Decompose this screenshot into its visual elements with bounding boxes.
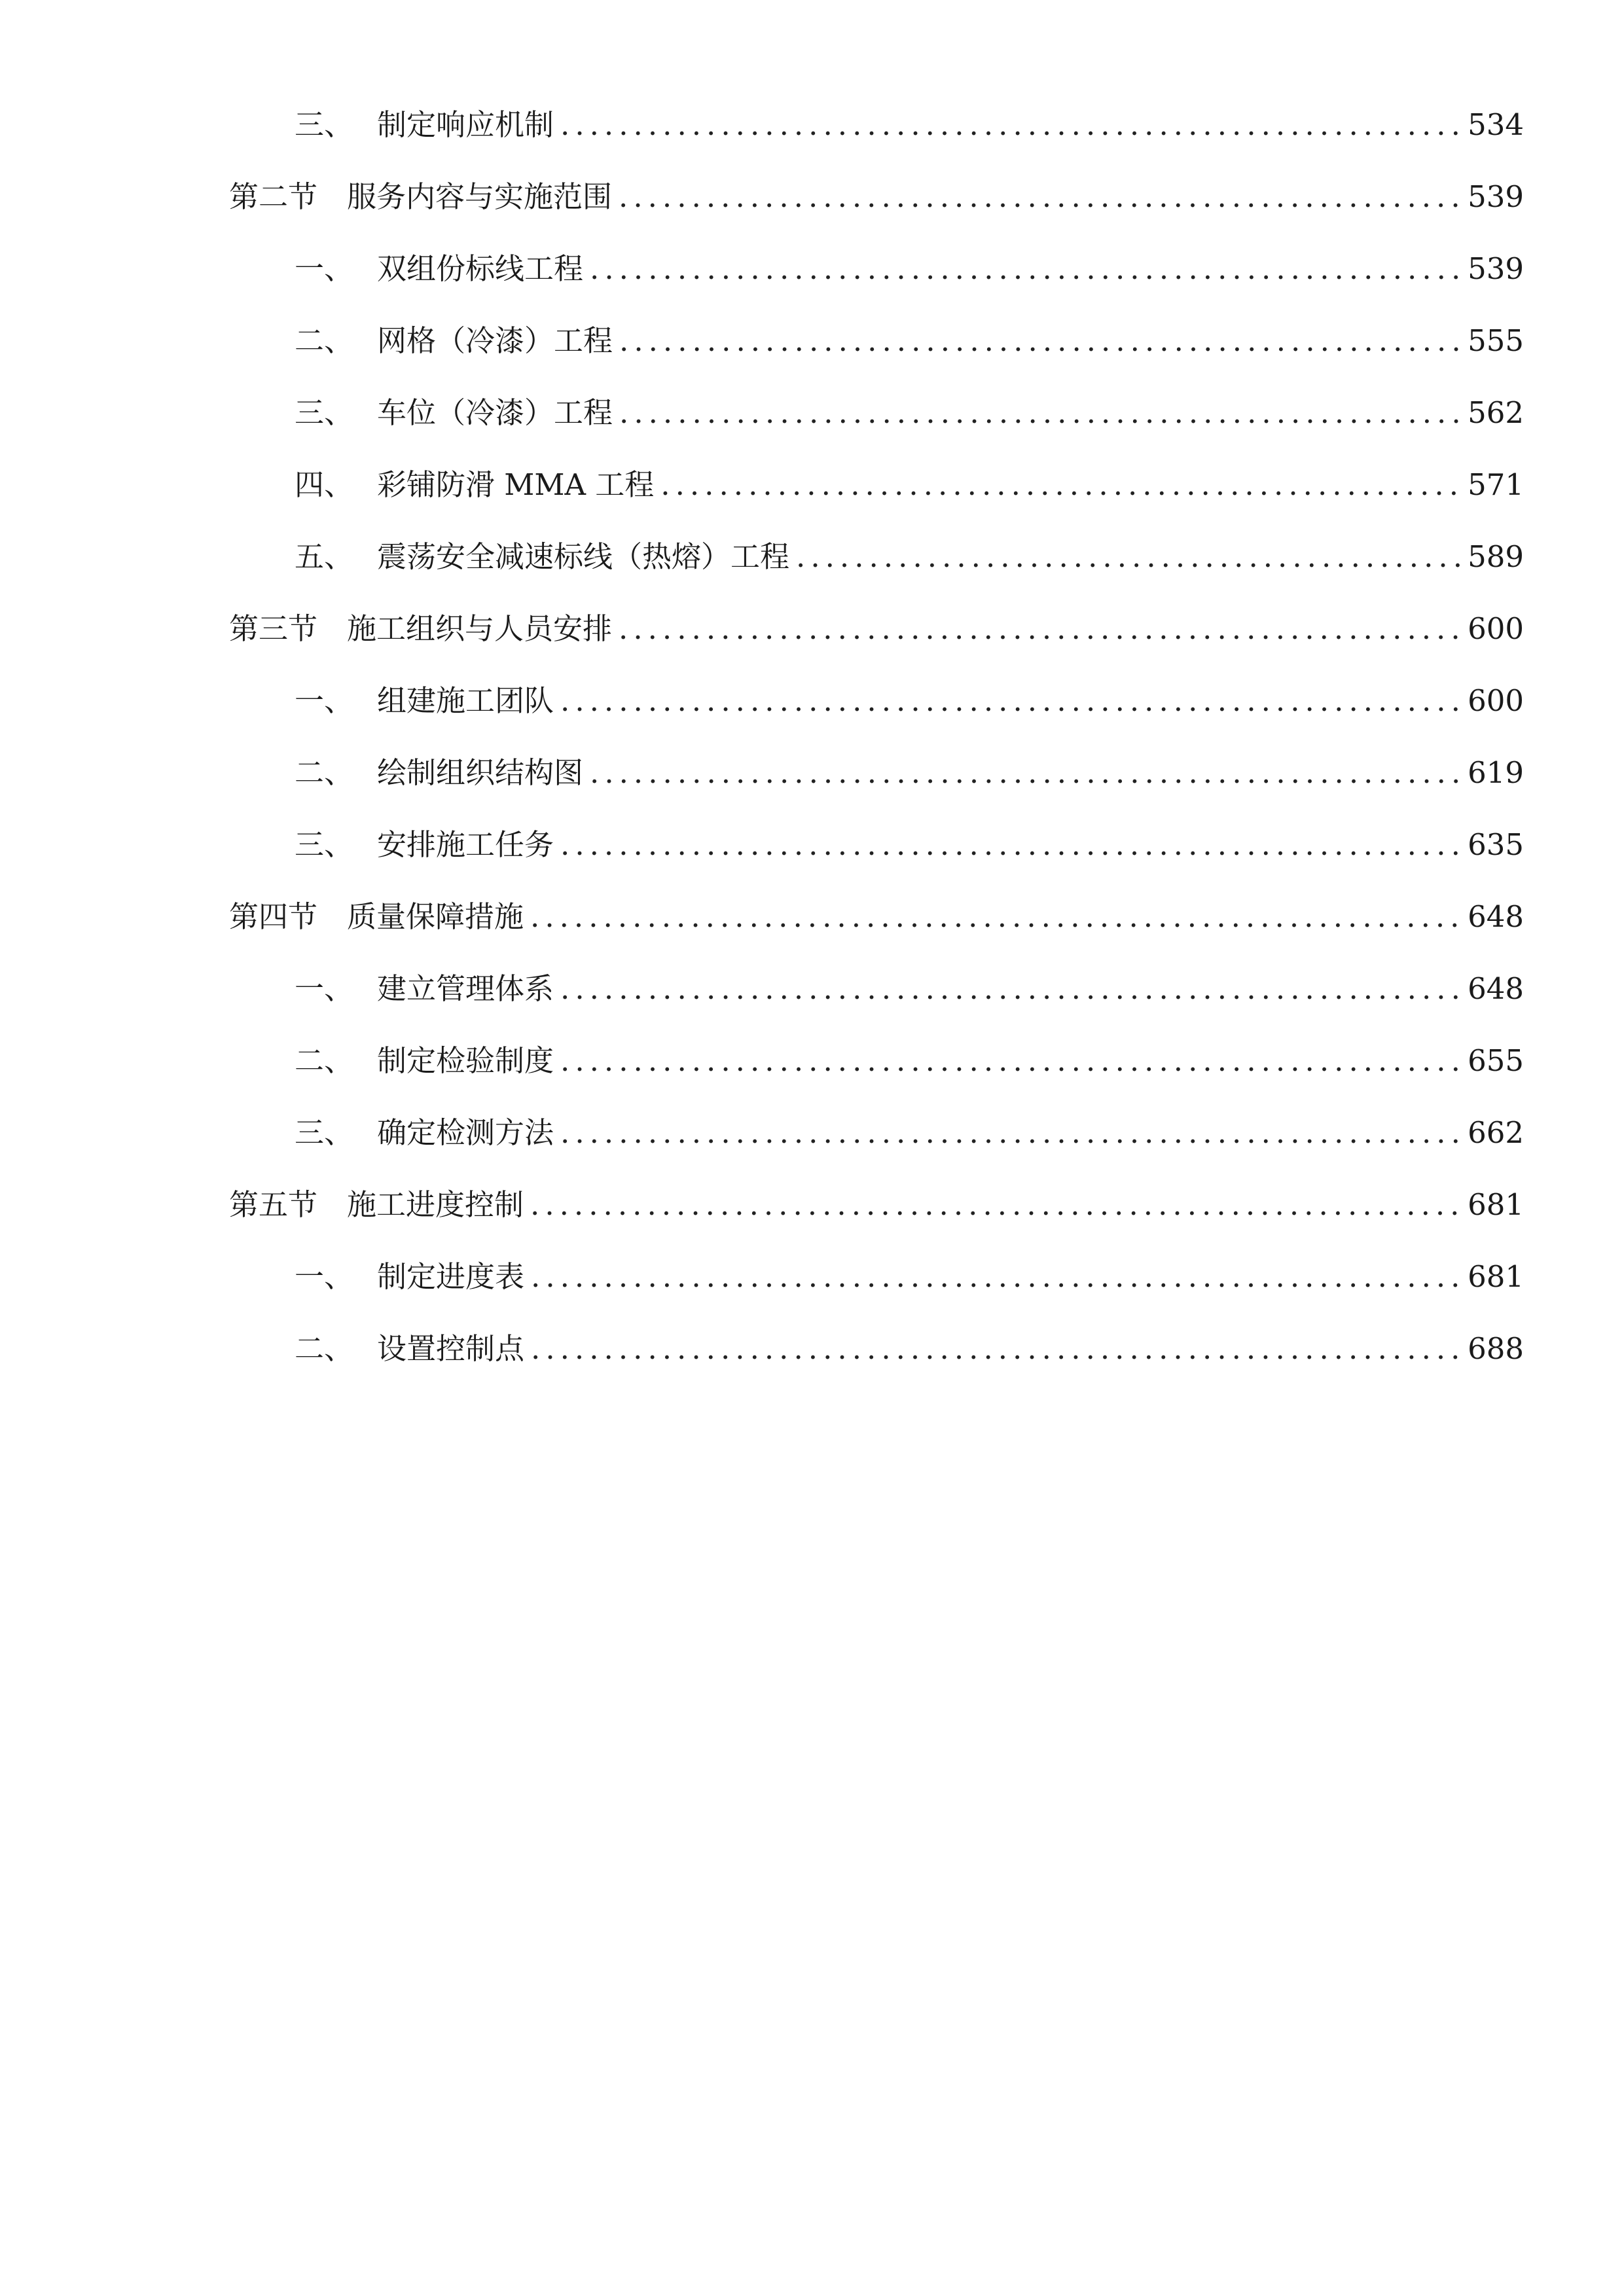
toc-marker: 一、	[295, 1259, 354, 1294]
toc-marker: 三、	[295, 395, 354, 430]
toc-title: 安排施工任务	[377, 827, 554, 862]
toc-page-number: 662	[1468, 1115, 1524, 1150]
toc-title: 绘制组织结构图	[377, 755, 584, 790]
toc-marker: 第三节	[229, 611, 318, 646]
toc-marker: 第四节	[229, 899, 318, 934]
toc-title: 车位（冷漆）工程	[377, 395, 613, 430]
toc-title: 双组份标线工程	[377, 251, 584, 286]
toc-marker: 一、	[295, 251, 354, 286]
dot-leader	[560, 809, 1460, 881]
toc-entry[interactable]	[229, 89, 1524, 161]
toc-page-number: 648	[1468, 971, 1524, 1006]
dot-leader	[619, 593, 1460, 665]
table-of-contents	[229, 89, 1524, 1385]
toc-entry[interactable]	[229, 377, 1524, 449]
dot-leader	[560, 89, 1460, 161]
toc-marker: 三、	[295, 107, 354, 142]
dot-leader	[619, 161, 1460, 233]
toc-marker: 三、	[295, 827, 354, 862]
toc-title: 施工组织与人员安排	[347, 611, 613, 646]
toc-page-number: 534	[1468, 107, 1524, 142]
toc-entry[interactable]	[229, 1241, 1524, 1313]
dot-leader	[531, 1241, 1460, 1313]
toc-entry[interactable]	[229, 737, 1524, 809]
toc-marker: 三、	[295, 1115, 354, 1150]
toc-page-number: 562	[1468, 395, 1524, 430]
toc-entry[interactable]	[229, 665, 1524, 737]
toc-marker: 二、	[295, 323, 354, 358]
toc-title: 建立管理体系	[377, 971, 554, 1006]
toc-entry[interactable]	[229, 593, 1524, 665]
toc-page-number: 655	[1468, 1043, 1524, 1078]
toc-page-number: 600	[1468, 611, 1524, 646]
dot-leader	[560, 1097, 1460, 1169]
toc-marker: 二、	[295, 1043, 354, 1078]
toc-page-number: 635	[1468, 827, 1524, 862]
toc-entry[interactable]	[229, 305, 1524, 377]
toc-page-number: 555	[1468, 323, 1524, 358]
toc-entry[interactable]	[229, 1097, 1524, 1169]
toc-entry[interactable]	[229, 1313, 1524, 1385]
toc-marker: 一、	[295, 683, 354, 718]
toc-title: 网格（冷漆）工程	[377, 323, 613, 358]
toc-title: 制定检验制度	[377, 1043, 554, 1078]
toc-page-number: 688	[1468, 1331, 1524, 1366]
dot-leader	[560, 665, 1460, 737]
toc-title: 设置控制点	[377, 1331, 525, 1366]
toc-page-number: 681	[1468, 1259, 1524, 1294]
toc-title: 彩铺防滑 MMA 工程	[377, 467, 655, 502]
dot-leader	[619, 377, 1460, 449]
toc-page-number: 600	[1468, 683, 1524, 718]
toc-page-number: 539	[1468, 179, 1524, 214]
toc-entry[interactable]	[229, 1025, 1524, 1097]
toc-page-number: 539	[1468, 251, 1524, 286]
dot-leader	[590, 737, 1460, 809]
toc-title: 确定检测方法	[377, 1115, 554, 1150]
dot-leader	[560, 1025, 1460, 1097]
toc-marker: 四、	[295, 467, 354, 502]
toc-title: 制定响应机制	[377, 107, 554, 142]
toc-entry[interactable]	[229, 881, 1524, 953]
toc-title: 服务内容与实施范围	[347, 179, 613, 214]
toc-page-number: 571	[1468, 467, 1524, 502]
toc-entry[interactable]	[229, 449, 1524, 521]
dot-leader	[619, 305, 1460, 377]
toc-entry[interactable]	[229, 521, 1524, 593]
toc-entry[interactable]	[229, 1169, 1524, 1241]
toc-marker: 二、	[295, 755, 354, 790]
toc-page-number: 648	[1468, 899, 1524, 934]
toc-title: 施工进度控制	[347, 1187, 524, 1222]
toc-title: 质量保障措施	[347, 899, 524, 934]
toc-page-number: 681	[1468, 1187, 1524, 1222]
toc-entry[interactable]	[229, 161, 1524, 233]
dot-leader	[531, 1313, 1460, 1385]
dot-leader	[660, 449, 1460, 521]
toc-marker: 五、	[295, 539, 354, 574]
dot-leader	[530, 881, 1460, 953]
toc-title: 震荡安全减速标线（热熔）工程	[377, 539, 790, 574]
toc-page-number: 589	[1468, 539, 1524, 574]
toc-entry[interactable]	[229, 233, 1524, 305]
dot-leader	[590, 233, 1460, 305]
toc-marker: 第二节	[229, 179, 318, 214]
toc-title: 制定进度表	[377, 1259, 525, 1294]
toc-entry[interactable]	[229, 809, 1524, 881]
toc-title: 组建施工团队	[377, 683, 554, 718]
toc-marker: 第五节	[229, 1187, 318, 1222]
dot-leader	[796, 521, 1460, 593]
toc-marker: 一、	[295, 971, 354, 1006]
dot-leader	[530, 1169, 1460, 1241]
dot-leader	[560, 953, 1460, 1025]
toc-entry[interactable]	[229, 953, 1524, 1025]
toc-page-number: 619	[1468, 755, 1524, 790]
toc-marker: 二、	[295, 1331, 354, 1366]
